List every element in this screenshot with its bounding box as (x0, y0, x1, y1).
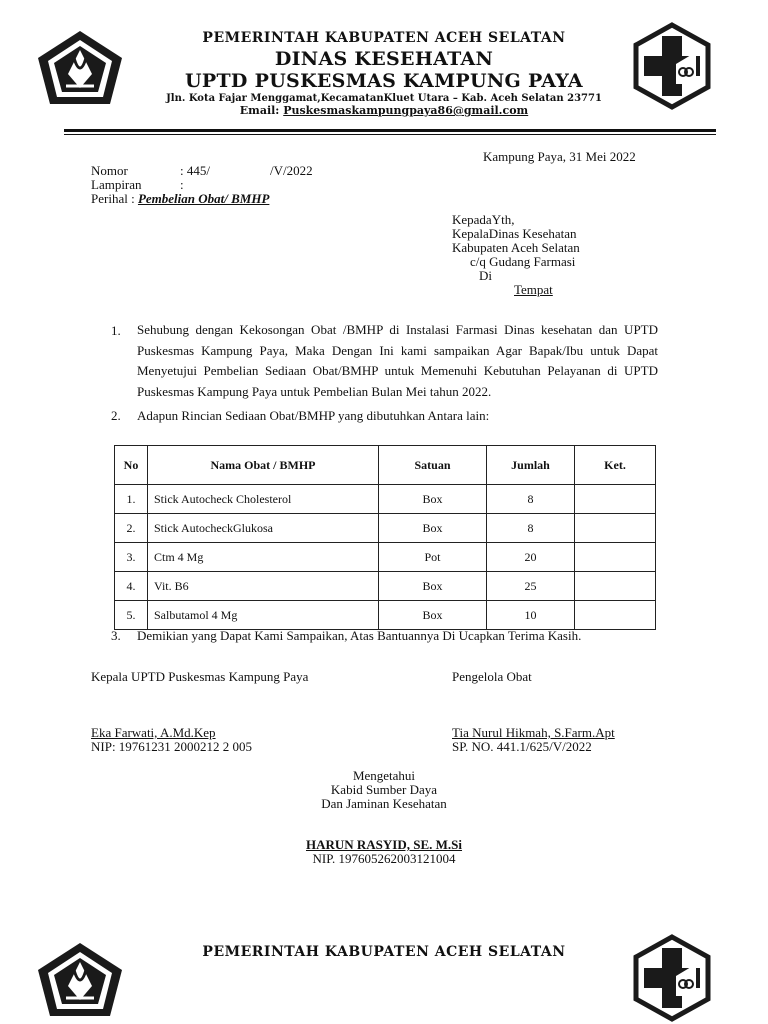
cell-jumlah: 8 (487, 514, 575, 543)
cell-jumlah: 10 (487, 601, 575, 630)
place-date: Kampung Paya, 31 Mei 2022 (483, 149, 636, 164)
cell-nama: Salbutamol 4 Mg (148, 601, 379, 630)
cell-satuan: Box (379, 485, 487, 514)
table-row (115, 543, 656, 572)
cell-no: 3. (115, 543, 148, 572)
perihal-label: Perihal : (91, 191, 135, 206)
center-signer-id: NIP. 197605262003121004 (312, 851, 456, 866)
col-header-no: No (115, 446, 148, 485)
cell-satuan: Box (379, 514, 487, 543)
cell-no: 1. (115, 485, 148, 514)
perihal-value: Pembelian Obat/ BMHP (137, 191, 270, 206)
right-signer-name: Tia Nurul Hikmah, S.Farm.Apt (452, 725, 615, 740)
cell-jumlah: 8 (487, 485, 575, 514)
email-label: Email: (239, 104, 280, 117)
left-signer-name: Eka Farwati, A.Md.Kep (91, 725, 216, 740)
address: Jln. Kota Fajar Menggamat,KecamatanKluet Utara – Kab. Aceh Selatan 23771 (166, 93, 602, 104)
col-header-ket: Ket. (575, 446, 656, 485)
cell-nama: Stick AutocheckGlukosa (148, 514, 379, 543)
col-header-satuan: Satuan (379, 446, 487, 485)
left-signer-id: NIP: 19761231 2000212 2 005 (91, 739, 253, 754)
email-line (0, 104, 768, 117)
gov-name: PEMERINTAH KABUPATEN ACEH SELATAN (202, 30, 566, 46)
table-row (115, 485, 656, 514)
nomor-label: Nomor (91, 163, 128, 178)
cell-jumlah: 20 (487, 543, 575, 572)
nomor-suffix: /V/2022 (270, 163, 313, 178)
header-rule-thin (64, 134, 716, 135)
paragraph-3-number: 3. (111, 628, 121, 643)
table-row (115, 514, 656, 543)
paragraph-3: Demikian yang Dapat Kami Sampaikan, Atas Bantuannya Di Ucapkan Terima Kasih. (137, 628, 582, 643)
cell-satuan: Box (379, 601, 487, 630)
lampiran-label: Lampiran (91, 177, 142, 192)
perihal-line (91, 191, 269, 206)
table-row (115, 572, 656, 601)
cell-ket (575, 514, 656, 543)
cell-nama: Vit. B6 (148, 572, 379, 601)
paragraph-2: Adapun Rincian Sediaan Obat/BMHP yang dibutuhkan Antara lain: (137, 408, 490, 423)
cell-jumlah: 25 (487, 572, 575, 601)
footer-gov-name: PEMERINTAH KABUPATEN ACEH SELATAN (202, 944, 566, 960)
cell-no: 5. (115, 601, 148, 630)
table-row (115, 601, 656, 630)
cell-ket (575, 485, 656, 514)
agency-name: DINAS KESEHATAN (274, 48, 494, 70)
recipient-line-2: KepalaDinas Kesehatan (452, 226, 577, 241)
nomor-value: : 445/ (180, 163, 210, 178)
cell-ket (575, 572, 656, 601)
cell-ket (575, 601, 656, 630)
center-signer-line-3: Dan Jaminan Kesehatan (321, 796, 447, 811)
col-header-nama: Nama Obat / BMHP (148, 446, 379, 485)
center-signer-line-2: Kabid Sumber Daya (330, 782, 438, 797)
cell-ket (575, 543, 656, 572)
cell-satuan: Pot (379, 543, 487, 572)
email-link[interactable]: Puskesmaskampungpaya86@gmail.com (283, 104, 529, 117)
recipient-line-1: KepadaYth, (452, 212, 515, 227)
right-signer-id: SP. NO. 441.1/625/V/2022 (452, 739, 592, 754)
recipient-line-5: Di (479, 268, 492, 283)
table-header-row (115, 446, 656, 485)
left-signer-title: Kepala UPTD Puskesmas Kampung Paya (91, 669, 309, 684)
right-signer-title: Pengelola Obat (452, 669, 532, 684)
paragraph-2-number: 2. (111, 408, 121, 423)
header-rule-thick (64, 129, 716, 132)
paragraph-1-number: 1. (111, 323, 121, 338)
cell-nama: Stick Autocheck Cholesterol (148, 485, 379, 514)
recipient-line-3: Kabupaten Aceh Selatan (452, 240, 580, 255)
cell-satuan: Box (379, 572, 487, 601)
obat-table (114, 445, 656, 630)
center-signer-name: HARUN RASYID, SE. M.Si (305, 837, 463, 852)
cell-no: 4. (115, 572, 148, 601)
paragraph-1: Sehubung dengan Kekosongan Obat /BMHP di Instalasi Farmasi Dinas kesehatan dan UPTD Puskesmas Kampung Paya, Maka Dengan Ini kami sampaikan Agar Bapak/Ibu untuk Dapat Menyetujui Pembelian Sediaan Obat/BMHP untuk Memenuhi Kebutuhan Pelayanan di UPTD Puskesmas Kampung Paya untuk Pembelian Bulan Mei tahun 2022. (137, 322, 658, 399)
recipient-line-4: c/q Gudang Farmasi (470, 254, 576, 269)
cell-nama: Ctm 4 Mg (148, 543, 379, 572)
lampiran-value: : (180, 177, 184, 192)
center-signer-line-1: Mengetahui (352, 768, 416, 783)
col-header-jumlah: Jumlah (487, 446, 575, 485)
cell-no: 2. (115, 514, 148, 543)
unit-name: UPTD PUSKESMAS KAMPUNG PAYA (185, 70, 583, 92)
recipient-line-6: Tempat (514, 282, 553, 297)
